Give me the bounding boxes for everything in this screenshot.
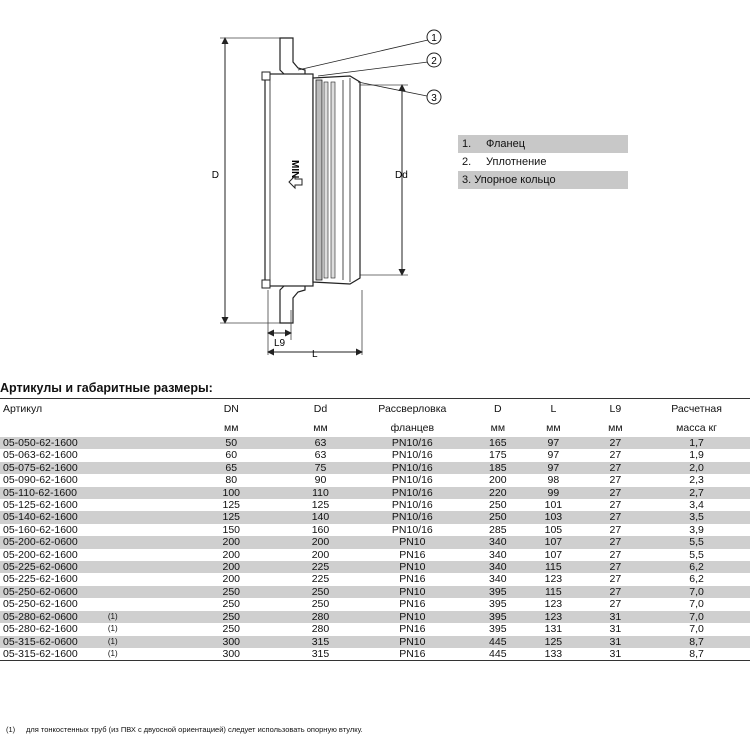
svg-text:1: 1 (431, 33, 437, 44)
cell-dn: 60 (225, 449, 238, 462)
cell-drill: PN10 (399, 585, 426, 598)
cell-article: 05-125-62-1600 (3, 499, 78, 512)
cell-dd: 250 (311, 585, 330, 598)
dim-l-label: L (312, 349, 318, 360)
cell-d: 395 (489, 623, 507, 636)
cell-d: 250 (489, 499, 507, 512)
table-row (0, 623, 750, 635)
cell-d: 340 (489, 573, 507, 586)
cell-mass: 5,5 (689, 536, 704, 549)
col-l9-unit: мм (608, 422, 623, 434)
cell-l9: 27 (609, 548, 622, 561)
cell-l: 133 (544, 647, 563, 660)
cell-dd: 140 (311, 511, 330, 524)
cell-dd: 250 (311, 598, 330, 611)
cell-l: 115 (545, 585, 562, 598)
cell-mass: 7,0 (689, 598, 704, 611)
cell-note (108, 524, 170, 536)
cell-drill: PN10/16 (391, 486, 433, 499)
cell-l9: 31 (609, 647, 622, 660)
cell-note (108, 536, 170, 548)
cell-l: 98 (547, 474, 560, 487)
table-row (0, 636, 750, 648)
table-row (0, 474, 750, 486)
cell-dn: 250 (222, 598, 241, 611)
cell-l: 125 (544, 635, 563, 648)
cell-l9: 27 (609, 561, 622, 574)
cell-mass: 8,7 (689, 635, 704, 648)
col-l-header: L (550, 403, 557, 415)
cell-mass: 2,0 (689, 461, 704, 474)
cell-mass: 7,0 (689, 610, 704, 623)
cell-note (108, 573, 170, 585)
cell-dn: 65 (225, 461, 238, 474)
cell-mass: 3,4 (689, 499, 704, 512)
cell-dd: 125 (311, 499, 330, 512)
cell-article: 05-225-62-1600 (3, 573, 78, 586)
cell-l: 105 (544, 523, 563, 536)
sleeve-body (265, 74, 313, 286)
cell-l9: 31 (609, 623, 622, 636)
cell-dd: 200 (311, 536, 330, 549)
cell-l: 97 (547, 437, 560, 449)
cell-drill: PN10/16 (391, 523, 433, 536)
table-row (0, 449, 750, 461)
table-row (0, 598, 750, 610)
callout-2 (427, 53, 441, 67)
cell-article: 05-280-62-0600 (3, 610, 78, 623)
cell-article: 05-140-62-1600 (3, 511, 78, 524)
cell-dd: 200 (311, 548, 330, 561)
parts-legend (458, 135, 628, 189)
cell-mass: 2,7 (689, 486, 704, 499)
cell-l: 123 (544, 610, 563, 623)
dim-dd-label: Dd (395, 170, 408, 181)
legend-label: Упорное кольцо (474, 174, 556, 186)
cell-note (108, 499, 170, 511)
cell-note: (1) (107, 636, 118, 646)
cell-drill: PN16 (399, 623, 426, 636)
section-title: Артикулы и габаритные размеры: (0, 381, 213, 395)
legend-label: Фланец (486, 138, 526, 150)
cell-article: 05-063-62-1600 (3, 449, 78, 462)
cell-note (108, 449, 170, 461)
cell-mass: 1,7 (689, 437, 704, 449)
cell-note (108, 586, 170, 598)
footnote (6, 725, 363, 734)
cell-dd: 75 (314, 461, 327, 474)
col-dd-header: Dd (313, 403, 328, 415)
cell-l9: 27 (609, 474, 622, 487)
table-row (0, 611, 750, 623)
footnote-mark: (1) (6, 725, 16, 734)
cell-article: 05-315-62-1600 (3, 647, 78, 660)
cell-l9: 27 (609, 523, 622, 536)
callout-1 (427, 30, 441, 44)
cell-mass: 6,2 (689, 561, 704, 574)
cell-note: (1) (107, 648, 118, 658)
cell-note: (1) (107, 624, 118, 634)
legend-item (458, 171, 628, 189)
cell-note (108, 511, 170, 523)
cell-l9: 27 (609, 585, 622, 598)
cell-d: 445 (489, 647, 507, 660)
cell-l: 131 (544, 623, 563, 636)
cell-d: 200 (489, 474, 507, 487)
cell-drill: PN10/16 (391, 437, 433, 449)
cell-dn: 250 (222, 610, 241, 623)
cell-l9: 27 (609, 511, 622, 524)
table-row (0, 511, 750, 523)
cell-article: 05-050-62-1600 (3, 437, 78, 449)
cell-mass: 3,5 (689, 511, 704, 524)
cell-l9: 31 (609, 635, 622, 648)
cell-note (108, 549, 170, 561)
cell-d: 185 (489, 461, 507, 474)
callout-3 (427, 90, 441, 104)
cell-drill: PN16 (399, 598, 426, 611)
col-l-unit: мм (546, 422, 561, 434)
cell-dd: 225 (311, 561, 330, 574)
cell-drill: PN10/16 (391, 449, 433, 462)
col-d-unit: мм (490, 422, 506, 434)
cell-dn: 200 (222, 561, 241, 574)
col-drill-header: Рассверловка (378, 403, 447, 415)
cell-l: 99 (547, 486, 560, 499)
dim-l9-label: L9 (274, 338, 286, 349)
cell-drill: PN16 (399, 573, 426, 586)
cell-note (108, 487, 170, 499)
cell-l9: 27 (609, 486, 622, 499)
cell-d: 220 (489, 486, 507, 499)
legend-num: 3. (462, 174, 472, 186)
cell-dn: 150 (222, 523, 241, 536)
table-row (0, 524, 750, 536)
svg-text:3: 3 (431, 93, 437, 104)
cell-dd: 315 (311, 647, 330, 660)
cell-l9: 27 (609, 449, 622, 462)
dimensions-table (0, 398, 750, 661)
cell-drill: PN16 (399, 548, 426, 561)
cell-mass: 6,2 (689, 573, 704, 586)
cell-drill: PN10/16 (391, 511, 433, 524)
cell-drill: PN16 (399, 647, 426, 660)
cell-d: 395 (489, 585, 507, 598)
cell-l9: 27 (609, 499, 622, 512)
cell-l: 97 (547, 461, 560, 474)
col-mass-header: Расчетная (671, 403, 722, 415)
cell-article: 05-160-62-1600 (3, 523, 78, 536)
min-mark: MIN (289, 160, 300, 179)
cell-l: 97 (547, 449, 560, 462)
cell-l: 123 (544, 573, 563, 586)
table-row (0, 549, 750, 561)
cell-l: 103 (544, 511, 563, 524)
cell-article: 05-250-62-0600 (3, 585, 78, 598)
cell-note (108, 462, 170, 474)
legend-item (458, 135, 628, 153)
cell-article: 05-280-62-1600 (3, 623, 78, 636)
cell-l9: 27 (609, 437, 622, 449)
col-dd-unit: мм (313, 422, 328, 434)
cell-l: 123 (544, 598, 563, 611)
cell-drill: PN10/16 (391, 461, 433, 474)
cell-dd: 90 (314, 474, 327, 487)
cell-mass: 7,0 (689, 585, 704, 598)
cell-d: 395 (489, 598, 507, 611)
col-dn-header: DN (223, 403, 239, 415)
cell-drill: PN10/16 (391, 474, 433, 487)
cell-l9: 27 (609, 461, 622, 474)
table-row (0, 573, 750, 585)
cell-dd: 110 (312, 486, 329, 499)
table-row (0, 648, 750, 661)
col-article-header: Артикул (3, 403, 43, 415)
cell-dd: 63 (314, 449, 327, 462)
cell-note (108, 598, 170, 610)
col-dn-unit: мм (224, 422, 239, 434)
cell-mass: 1,9 (689, 449, 704, 462)
cell-dd: 315 (311, 635, 330, 648)
col-drill-unit: фланцев (390, 422, 435, 434)
cell-d: 340 (489, 536, 507, 549)
table-row (0, 561, 750, 573)
cell-article: 05-250-62-1600 (3, 598, 78, 611)
table-row (0, 437, 750, 449)
cell-dn: 250 (222, 585, 241, 598)
cell-dd: 225 (311, 573, 330, 586)
cell-dd: 280 (311, 610, 330, 623)
cell-mass: 3,9 (689, 523, 704, 536)
cell-l: 101 (544, 499, 563, 512)
cell-l: 107 (544, 536, 563, 549)
table-header-row (0, 399, 750, 420)
cell-dd: 63 (314, 437, 327, 449)
cell-note (108, 474, 170, 486)
cell-d: 340 (489, 548, 507, 561)
cell-drill: PN10 (399, 536, 426, 549)
dim-d-label: D (211, 170, 219, 181)
cell-article: 05-200-62-0600 (3, 536, 78, 549)
footnote-text: для тонкостенных труб (из ПВХ с двуосной ориентацией) следует использовать опорную втулку. (26, 725, 363, 734)
legend-num: 1. (462, 138, 472, 150)
cell-dn: 80 (225, 474, 238, 487)
cell-l9: 31 (609, 610, 622, 623)
cell-dn: 200 (222, 548, 241, 561)
table-units-row (0, 419, 750, 437)
cell-note: (1) (107, 611, 118, 621)
cell-d: 445 (489, 635, 507, 648)
cell-l9: 27 (609, 598, 622, 611)
cell-l: 107 (544, 548, 563, 561)
cell-article: 05-075-62-1600 (3, 461, 78, 474)
cell-d: 395 (489, 610, 507, 623)
cell-d: 340 (489, 561, 507, 574)
col-mass-unit: масса кг (676, 422, 717, 434)
legend-num: 2. (462, 156, 472, 168)
cell-article: 05-200-62-1600 (3, 548, 78, 561)
cell-note (108, 437, 170, 449)
cell-mass: 2,3 (689, 474, 704, 487)
cell-d: 285 (489, 523, 507, 536)
cell-article: 05-315-62-0600 (3, 635, 78, 648)
cell-mass: 7,0 (689, 623, 704, 636)
cell-dn: 125 (222, 499, 241, 512)
legend-item (458, 153, 628, 171)
cell-dn: 125 (222, 511, 241, 524)
cell-l9: 27 (609, 573, 622, 586)
cell-dd: 280 (311, 623, 330, 636)
table-row (0, 487, 750, 499)
cell-article: 05-090-62-1600 (3, 474, 78, 487)
table-row (0, 586, 750, 598)
cell-d: 175 (489, 449, 507, 462)
cell-drill: PN10 (399, 610, 426, 623)
cell-dd: 160 (311, 523, 330, 536)
cell-l9: 27 (609, 536, 622, 549)
cell-dn: 100 (222, 486, 241, 499)
cell-article: 05-225-62-0600 (3, 561, 78, 574)
cell-mass: 5,5 (689, 548, 704, 561)
col-l9-header: L9 (609, 403, 622, 415)
cell-l: 115 (545, 561, 562, 574)
cell-dn: 200 (222, 573, 241, 586)
svg-text:2: 2 (431, 56, 437, 67)
cell-drill: PN10 (399, 635, 426, 648)
table-row (0, 462, 750, 474)
cell-article: 05-110-62-1600 (3, 486, 77, 499)
cell-note (108, 561, 170, 573)
col-d-header: D (494, 403, 502, 415)
cell-dn: 250 (222, 623, 241, 636)
cell-dn: 200 (222, 536, 241, 549)
table-row (0, 536, 750, 548)
cell-drill: PN10 (399, 561, 426, 574)
cell-drill: PN10/16 (391, 499, 433, 512)
cell-d: 250 (489, 511, 507, 524)
cell-d: 165 (489, 437, 507, 449)
cell-mass: 8,7 (689, 647, 704, 660)
cell-dn: 300 (222, 647, 241, 660)
cell-dn: 50 (225, 437, 238, 449)
legend-label: Уплотнение (486, 156, 547, 168)
cell-dn: 300 (222, 635, 241, 648)
table-row (0, 499, 750, 511)
